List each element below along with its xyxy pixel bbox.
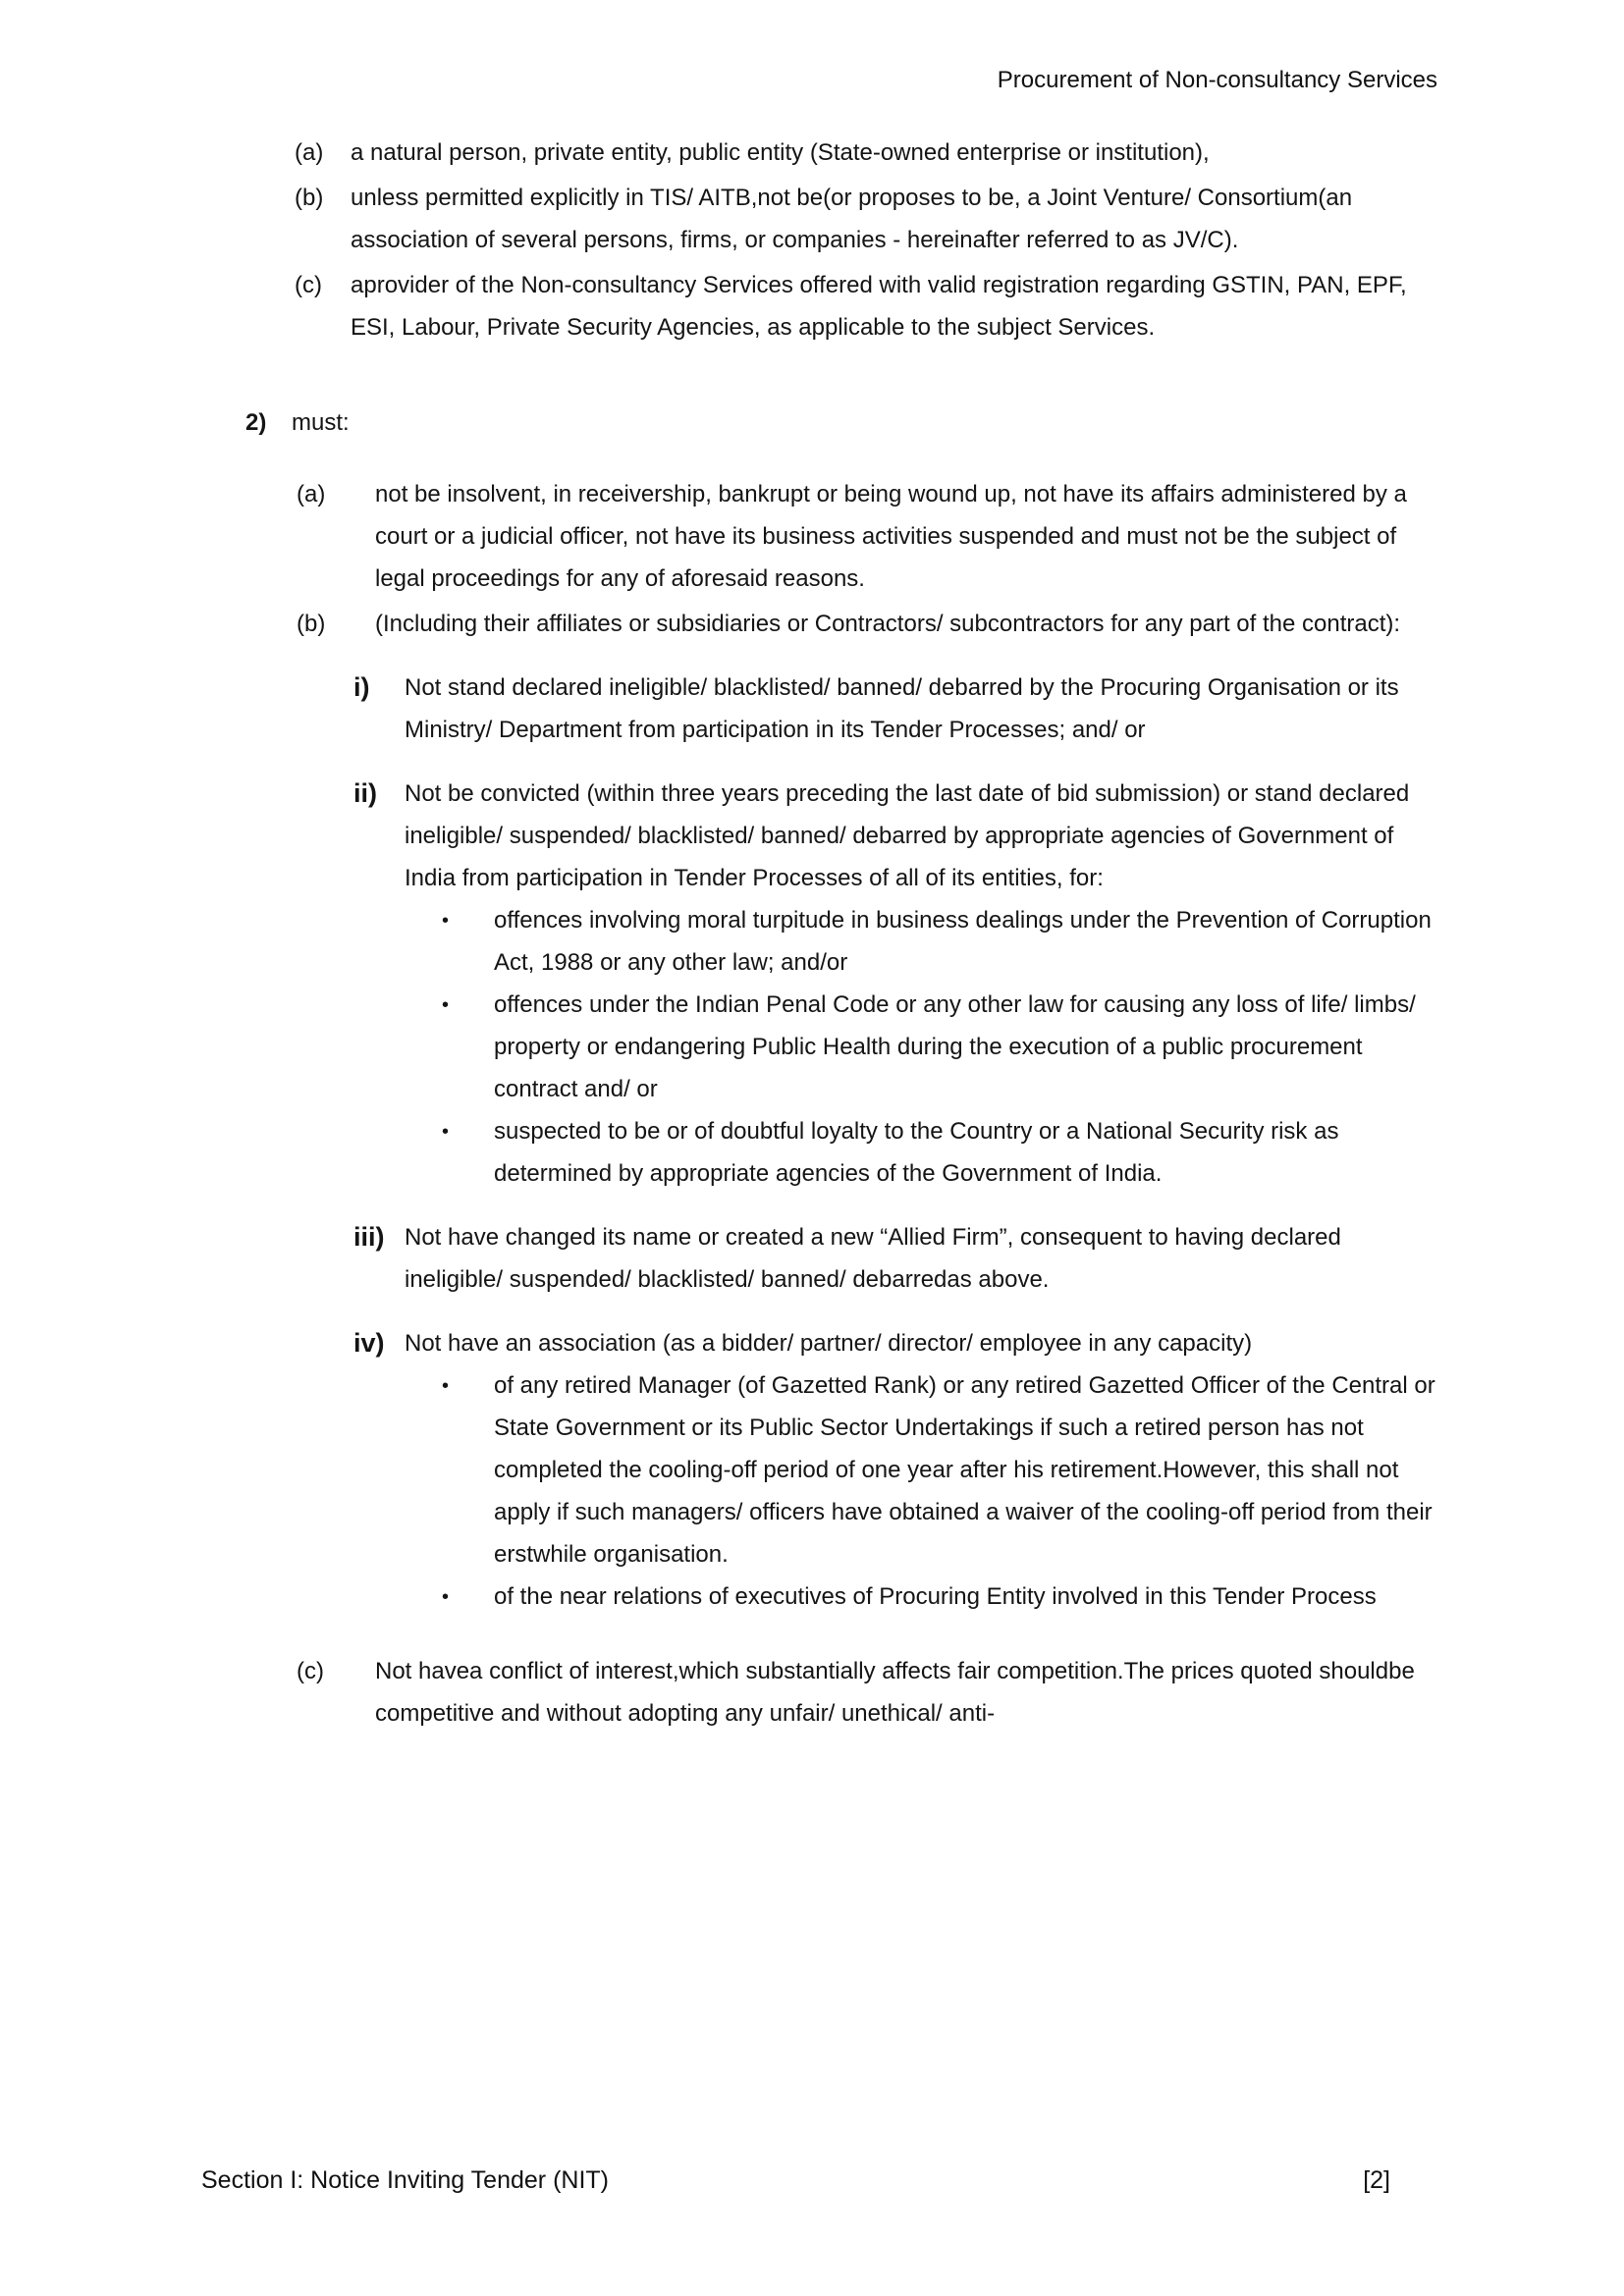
- bullet-icon: •: [442, 910, 450, 932]
- bullet-icon: •: [442, 1586, 450, 1608]
- list-text: Not havea conflict of interest,which substantially affects fair competition.The prices quoted shouldbe competitive and without adopting any unfair/ unethical/ anti-: [375, 1658, 1415, 1727]
- list-item-a: [245, 132, 1437, 174]
- bullet-text: of the near relations of executives of Procuring Entity involved in this Tender Process: [494, 1583, 1377, 1610]
- bullet-icon: •: [442, 1375, 450, 1397]
- list-item-b: [245, 177, 1437, 261]
- section-2-heading: [245, 401, 1437, 444]
- list-text: a natural person, private entity, public entity (State-owned enterprise or institution),: [351, 139, 1210, 166]
- bullet-item: [245, 1110, 1437, 1195]
- list-text: not be insolvent, in receivership, bankrupt or being wound up, not have its affairs administered by a court or a judicial officer, not have its business activities suspended and must not be the subject of legal proceedings for any of aforesaid reasons.: [375, 481, 1407, 592]
- section-label: must:: [292, 409, 350, 436]
- bullet-text: of any retired Manager (of Gazetted Rank) or any retired Gazetted Officer of the Central or State Government or its Public Sector Undertakings if such a retired person has not completed the cooling-off period of one year after his retirement.However, this shall not apply if such managers/ officers have obtained a waiver of the cooling-off period from their erstwhile organisation.: [494, 1372, 1435, 1568]
- roman-text: Not have changed its name or created a new “Allied Firm”, consequent to having declared ineligible/ suspended/ blacklisted/ banned/ debarredas above.: [405, 1224, 1341, 1293]
- footer-section-title: Section I: Notice Inviting Tender (NIT): [201, 2166, 609, 2194]
- roman-marker: iii): [353, 1222, 385, 1252]
- list-item-2b: [245, 603, 1437, 645]
- roman-text: Not have an association (as a bidder/ partner/ director/ employee in any capacity): [405, 1330, 1253, 1357]
- list-item-2c: [245, 1650, 1437, 1735]
- list-text: aprovider of the Non-consultancy Services offered with valid registration regarding GSTIN, PAN, EPF, ESI, Labour, Private Security Agencies, as applicable to the subject Services.: [351, 272, 1407, 341]
- list-item-c: [245, 264, 1437, 348]
- list-text: unless permitted explicitly in TIS/ AITB,not be(or proposes to be, a Joint Venture/ Consortium(an association of several persons, firms, or companies - hereinafter referred to as JV/C).: [351, 185, 1353, 253]
- roman-text: Not be convicted (within three years preceding the last date of bid submission) or stand declared ineligible/ suspended/ blacklisted/ banned/ debarred by appropriate agencies of Government of India from participation in Tender Processes of all of its entities, for:: [405, 780, 1410, 891]
- roman-item-ii: [245, 773, 1437, 899]
- page-footer: [201, 2160, 1390, 2202]
- list-marker: (c): [297, 1658, 324, 1684]
- bullet-text: offences involving moral turpitude in business dealings under the Prevention of Corruption Act, 1988 or any other law; and/or: [494, 907, 1432, 976]
- bullet-text: suspected to be or of doubtful loyalty to the Country or a National Security risk as determined by appropriate agencies of the Government of India.: [494, 1118, 1339, 1187]
- roman-marker: i): [353, 672, 370, 702]
- bullet-text: offences under the Indian Penal Code or any other law for causing any loss of life/ limbs/ property or endangering Public Health during the execution of a public procurement contract and/ or: [494, 991, 1416, 1102]
- bullet-item: [245, 899, 1437, 984]
- roman-item-iii: [245, 1216, 1437, 1301]
- roman-item-i: [245, 667, 1437, 751]
- list-marker: (a): [297, 481, 326, 507]
- list-item-2a: [245, 473, 1437, 600]
- roman-text: Not stand declared ineligible/ blacklisted/ banned/ debarred by the Procuring Organisation or its Ministry/ Department from participation in its Tender Processes; and/ or: [405, 674, 1399, 743]
- list-marker: (b): [297, 611, 326, 637]
- bullet-item: [245, 1575, 1437, 1619]
- bullet-item: [245, 984, 1437, 1110]
- list-marker: (b): [295, 185, 324, 211]
- roman-marker: iv): [353, 1328, 385, 1358]
- bullet-icon: •: [442, 1121, 450, 1143]
- list-marker: (c): [295, 272, 322, 298]
- bullet-icon: •: [442, 994, 450, 1016]
- page-number: [2]: [1363, 2166, 1390, 2194]
- list-text: (Including their affiliates or subsidiaries or Contractors/ subcontractors for any part of the contract):: [375, 611, 1401, 637]
- roman-marker: ii): [353, 778, 377, 808]
- section-marker: 2): [245, 409, 267, 436]
- page-header: Procurement of Non-consultancy Services: [997, 67, 1437, 93]
- list-marker: (a): [295, 139, 324, 166]
- roman-item-iv: [245, 1322, 1437, 1364]
- bullet-item: [245, 1364, 1437, 1575]
